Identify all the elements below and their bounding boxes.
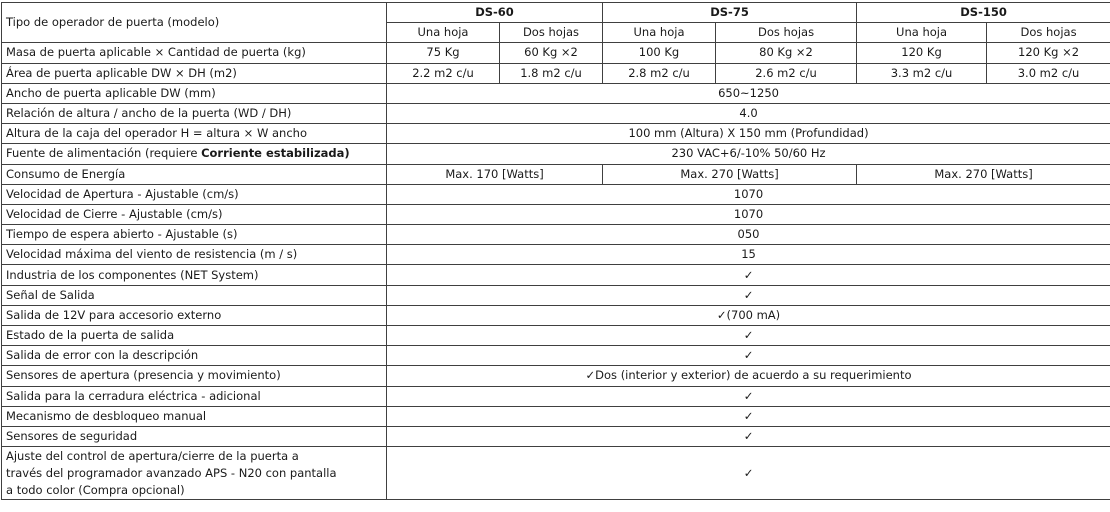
value-cell: 80 Kg ×2 xyxy=(716,43,857,63)
subheader-cell: Dos hojas xyxy=(500,23,603,43)
subheader-cell: Una hoja xyxy=(857,23,987,43)
type-header-cell: Tipo de operador de puerta (modelo) xyxy=(2,3,387,43)
row-label-line: través del programador avanzado APS - N20 con pantalla xyxy=(6,466,337,480)
row-label: Consumo de Energía xyxy=(2,164,387,184)
check-cell: ✓ xyxy=(387,406,1110,426)
table-row-wait-time xyxy=(2,225,1110,245)
check-cell: ✓ xyxy=(387,426,1110,446)
table-row-manual-release xyxy=(2,406,1110,426)
check-cell: ✓ xyxy=(387,386,1110,406)
check-cell: ✓ xyxy=(387,326,1110,346)
table-row-error-output xyxy=(2,346,1110,366)
subheader-cell: Dos hojas xyxy=(716,23,857,43)
table-row-door-state xyxy=(2,326,1110,346)
table-row-open-speed xyxy=(2,184,1110,204)
table-row-lock-output xyxy=(2,386,1110,406)
table-row-power xyxy=(2,144,1110,164)
spec-table xyxy=(1,2,1110,500)
row-label: Altura de la caja del operador H = altura × W ancho xyxy=(2,124,387,144)
value-cell: 650~1250 xyxy=(387,83,1110,103)
model-ds60-header: DS-60 xyxy=(387,3,603,23)
row-label: Masa de puerta aplicable × Cantidad de puerta (kg) xyxy=(2,43,387,63)
table-row-mass xyxy=(2,43,1110,63)
row-label: Salida de error con la descripción xyxy=(2,346,387,366)
row-label: Salida de 12V para accesorio externo xyxy=(2,305,387,325)
table-row-box xyxy=(2,124,1110,144)
table-row-area xyxy=(2,63,1110,83)
table-row-close-speed xyxy=(2,204,1110,224)
row-label: Ancho de puerta aplicable DW (mm) xyxy=(2,83,387,103)
check-cell: ✓(700 mA) xyxy=(387,305,1110,325)
row-label: Señal de Salida xyxy=(2,285,387,305)
value-cell: 2.6 m2 c/u xyxy=(716,63,857,83)
value-cell: 4.0 xyxy=(387,103,1110,123)
value-cell: 2.8 m2 c/u xyxy=(603,63,716,83)
row-label: Sensores de apertura (presencia y movimiento) xyxy=(2,366,387,386)
row-label: Industria de los componentes (NET System) xyxy=(2,265,387,285)
subheader-cell: Una hoja xyxy=(603,23,716,43)
value-cell: 1070 xyxy=(387,184,1110,204)
check-cell: ✓ xyxy=(387,285,1110,305)
value-cell: 1070 xyxy=(387,204,1110,224)
value-cell: 100 Kg xyxy=(603,43,716,63)
value-cell: 100 mm (Altura) X 150 mm (Profundidad) xyxy=(387,124,1110,144)
table-row-safety-sensors xyxy=(2,426,1110,446)
row-label: Estado de la puerta de salida xyxy=(2,326,387,346)
value-cell: 050 xyxy=(387,225,1110,245)
row-label: Velocidad de Cierre - Ajustable (cm/s) xyxy=(2,204,387,224)
table-row-industry xyxy=(2,265,1110,285)
value-cell: 60 Kg ×2 xyxy=(500,43,603,63)
subheader-cell: Dos hojas xyxy=(987,23,1110,43)
value-cell: 75 Kg xyxy=(387,43,500,63)
table-row-sensors-open xyxy=(2,366,1110,386)
table-row-ratio xyxy=(2,103,1110,123)
check-cell: ✓ xyxy=(387,265,1110,285)
value-cell: 120 Kg ×2 xyxy=(987,43,1110,63)
row-label: Tiempo de espera abierto - Ajustable (s) xyxy=(2,225,387,245)
row-label: Velocidad máxima del viento de resistencia (m / s) xyxy=(2,245,387,265)
row-label xyxy=(2,447,387,500)
row-label: Mecanismo de desbloqueo manual xyxy=(2,406,387,426)
row-label: Velocidad de Apertura - Ajustable (cm/s) xyxy=(2,184,387,204)
subheader-cell: Una hoja xyxy=(387,23,500,43)
check-cell: ✓ xyxy=(387,346,1110,366)
row-label: Sensores de seguridad xyxy=(2,426,387,446)
value-cell: 1.8 m2 c/u xyxy=(500,63,603,83)
row-label: Relación de altura / ancho de la puerta (WD / DH) xyxy=(2,103,387,123)
table-row-width xyxy=(2,83,1110,103)
table-row-programmer xyxy=(2,447,1110,500)
table-row-output-12v xyxy=(2,305,1110,325)
row-label: Salida para la cerradura eléctrica - adicional xyxy=(2,386,387,406)
value-cell: 3.3 m2 c/u xyxy=(857,63,987,83)
model-ds75-header: DS-75 xyxy=(603,3,857,23)
row-label-line: a todo color (Compra opcional) xyxy=(6,483,185,497)
table-row-output-signal xyxy=(2,285,1110,305)
check-cell: ✓Dos (interior y exterior) de acuerdo a su requerimiento xyxy=(387,366,1110,386)
value-cell: 2.2 m2 c/u xyxy=(387,63,500,83)
table-row-wind xyxy=(2,245,1110,265)
row-label-line: Ajuste del control de apertura/cierre de la puerta a xyxy=(6,449,299,463)
header-row-models xyxy=(2,3,1110,23)
row-label: Área de puerta aplicable DW × DH (m2) xyxy=(2,63,387,83)
model-ds150-header: DS-150 xyxy=(857,3,1110,23)
value-cell: Max. 170 [Watts] xyxy=(387,164,603,184)
row-label xyxy=(2,144,387,164)
row-label-bold-text: Corriente estabilizada) xyxy=(201,146,350,160)
value-cell: 15 xyxy=(387,245,1110,265)
check-cell: ✓ xyxy=(387,447,1110,500)
value-cell: 230 VAC+6/-10% 50/60 Hz xyxy=(387,144,1110,164)
row-label-text: Fuente de alimentación (requiere xyxy=(6,146,201,160)
value-cell: 120 Kg xyxy=(857,43,987,63)
value-cell: Max. 270 [Watts] xyxy=(857,164,1110,184)
value-cell: Max. 270 [Watts] xyxy=(603,164,857,184)
table-row-consumption xyxy=(2,164,1110,184)
value-cell: 3.0 m2 c/u xyxy=(987,63,1110,83)
